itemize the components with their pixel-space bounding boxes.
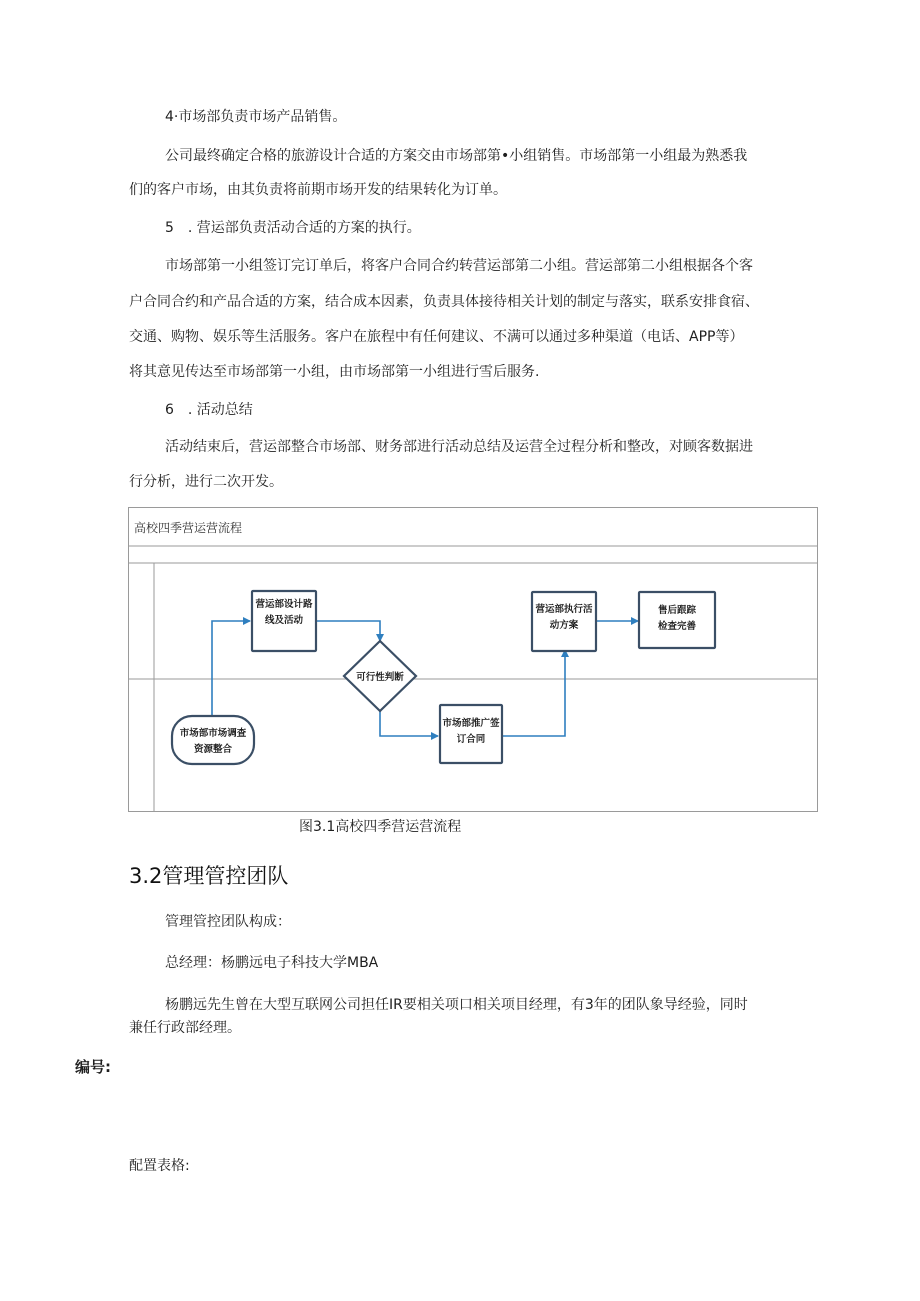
node-contract-line1: 市场部推广签 (442, 718, 500, 729)
figure-caption: 图3.1高校四季营运营流程 (299, 819, 462, 835)
para-text: 们的客户市场，由其负责将前期市场开发的结果转化为订单。 (129, 182, 507, 198)
section-heading: 3.2管理管控团队 (129, 864, 289, 888)
node-aftersale (639, 592, 715, 648)
para-text: 市场部第一小组签订完订单后，将客户合同合约转营运部第二小组。营运部第二小组根据各个客 (165, 258, 753, 274)
diagram-title: 高校四季营运营流程 (134, 521, 243, 535)
gm-line: 总经理：杨鹏远电子科技大学MBA (165, 955, 379, 971)
para-text: 交通、购物、娱乐等生活服务。客户在旅程中有任何建议、不满可以通过多种渠道（电话、APP等） (129, 329, 744, 345)
para-text: 公司最终确定合格的旅游设计合适的方案交由市场部第•小组销售。市场部第一小组最为熟悉我 (165, 148, 748, 164)
para-text: 行分析，进行二次开发。 (129, 474, 283, 490)
node-contract (440, 705, 502, 763)
node-design (252, 591, 316, 651)
node-research-line2: 资源整合 (193, 744, 233, 755)
para-text: 户合同合约和产品合适的方案，结合成本因素，负责具体接待相关计划的制定与落实，联系安排食宿、 (129, 294, 759, 310)
node-execute-line2: 动方案 (549, 620, 579, 631)
code-label: 编号: (75, 1058, 111, 1076)
diagram-frame (129, 508, 818, 812)
para-item-5: 5 . 营运部负责活动合适的方案的执行。 (165, 220, 421, 236)
node-execute (532, 592, 596, 651)
node-research (172, 716, 254, 764)
node-feasibility-label: 可行性判断 (356, 672, 404, 683)
node-design-line1: 营运部设计路 (255, 599, 313, 610)
config-label: 配置表格: (129, 1158, 190, 1174)
para-text: 将其意见传达至市场部第一小组，由市场部第一小组进行雪后服务. (129, 364, 540, 380)
para-item-4: 4·市场部负责市场产品销售。 (165, 109, 347, 125)
node-aftersale-line1: 售后跟踪 (657, 605, 697, 616)
para-text: 活动结束后，营运部整合市场部、财务部进行活动总结及运营全过程分析和整改，对顾客数据进 (165, 439, 753, 455)
flowchart-diagram (128, 507, 818, 813)
node-execute-line1: 营运部执行活 (535, 604, 593, 615)
node-research-line1: 市场部市场调查 (179, 728, 247, 739)
para-item-6: 6 . 活动总结 (165, 402, 253, 418)
node-design-line2: 线及活动 (264, 615, 304, 626)
node-aftersale-line2: 检查完善 (657, 621, 697, 632)
bio-text: 杨鹏远先生曾在大型互联网公司担任IR要相关项口相关项目经理，有3年的团队象导经验，同时 (165, 997, 748, 1013)
bio-text: 兼任行政部经理。 (129, 1020, 241, 1036)
node-contract-line2: 订合同 (456, 734, 486, 745)
team-intro: 管理管控团队构成： (165, 914, 291, 930)
